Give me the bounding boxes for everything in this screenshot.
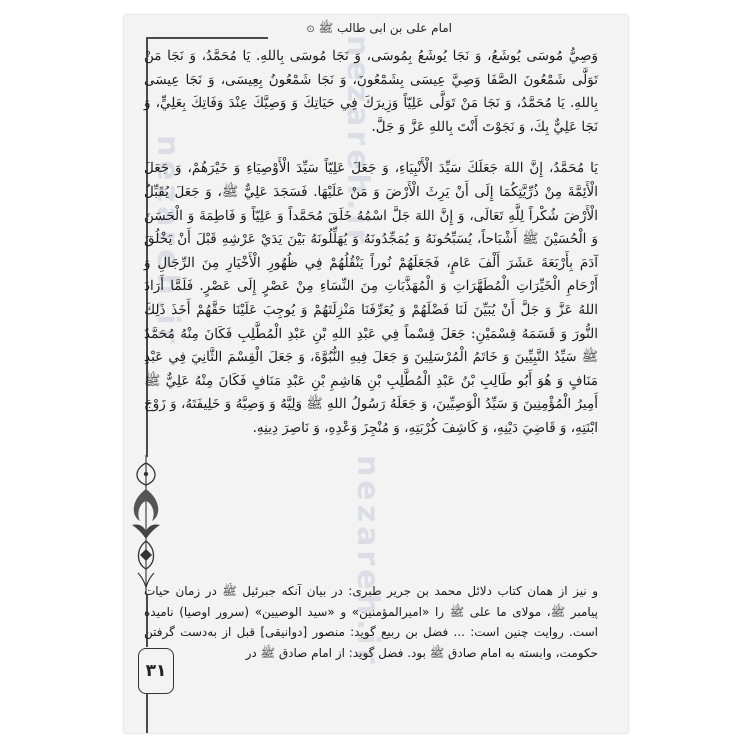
watermark-center: nezareh.ir [340,35,375,248]
watermark-right: nezareh.ir [350,455,385,668]
arabic-paragraph: وَصِيُّ مُوسَى يُوشَعُ، وَ نَجَا يُوشَعُ بِمُوسَى، وَ نَجَا مُوسَى بِاللهِ. يَا مُحَمَّدُ، وَ نَجَا مَنْ تَوَلَّى شَمْعُونَ الصَّفَا وَصِيَّ عِيسَى بِشَمْعُونَ، وَ نَجَا شَمْعُونُ بِعِيسَى، وَ نَجَا عِيسَى بِاللهِ. يَا مُحَمَّدُ، وَ نَجَا مَنْ تَوَلَّى عَلِيّاً وَزِيرَكَ فِي حَيَاتِكَ وَ وَصِيَّكَ عِنْدَ وَفَاتِكَ بِعَلِيٍّ، وَ نَجَا عَلِيٌّ بِكَ، وَ نَجَوْتَ أَنْتَ بِاللهِ عَزَّ وَ جَلَّ. [144,48,598,135]
page-number: ۳۱ [138,648,174,694]
watermark-left: nezareh.ir [150,135,185,348]
floral-ornament-icon [128,455,164,595]
header-ornament-icon: ⊙ [306,24,315,35]
running-header [300,21,452,38]
book-page [124,15,628,733]
arabic-hadith-text [144,45,598,459]
frame-top-rule [148,37,268,39]
arabic-paragraph: يَا مُحَمَّدُ، إِنَّ اللهَ جَعَلَكَ سَيِّدَ الْأَنْبِيَاءِ، وَ جَعَلَ عَلِيّاً سَيِّدَ الْأَوْصِيَاءِ وَ خَيْرَهُمْ، وَ جَعَلَ الْأَئِمَّةَ مِنْ ذُرِّيَّتِكُمَا إِلَى أَنْ يَرِثَ الْأَرْضَ وَ مَنْ عَلَيْهَا. فَسَجَدَ عَلِيٌّ ﷺ، وَ جَعَلَ يُقَبِّلُ الْأَرْضَ شُكْراً لِلَّهِ تَعَالَى، وَ إِنَّ اللهَ جَلَّ اسْمُهُ خَلَقَ مُحَمَّداً وَ عَلِيّاً وَ فَاطِمَةَ وَ الْحَسَنَ وَ الْحُسَيْنَ ﷺ أَشْبَاحاً، يُسَبِّحُونَهُ وَ يُمَجِّدُونَهُ وَ يُهَلِّلُونَهُ بَيْنَ يَدَيْ عَرْشِهِ قَبْلَ أَنْ يَخْلُقَ آدَمَ بِأَرْبَعَةَ عَشَرَ أَلْفَ عَامٍ، فَجَعَلَهُمْ نُوراً يَنْقُلُهُمْ فِي ظُهُورِ الْأَخْيَارِ مِنَ الرِّجَالِ وَ أَرْحَامِ الْخَيِّرَاتِ الْمُطَهَّرَاتِ وَ الْمُهَذَّبَاتِ مِنَ النِّسَاءِ مِنْ عَصْرٍ إِلَى عَصْرٍ. فَلَمَّا أَرَادَ اللهُ عَزَّ وَ جَلَّ أَنْ يُبَيِّنَ لَنَا فَضْلَهُمْ وَ يُعَرِّفَنَا مَنْزِلَتَهُمْ وَ يُوجِبَ عَلَيْنَا حَقَّهُمْ أَخَذَ ذَلِكَ النُّورَ وَ قَسَمَهُ قِسْمَيْنِ: جَعَلَ قِسْماً فِي عَبْدِ اللهِ بْنِ عَبْدِ الْمُطَّلِبِ فَكَانَ مِنْهُ مُحَمَّدٌ ﷺ سَيِّدُ النَّبِيِّينَ وَ خَاتَمُ الْمُرْسَلِينَ وَ جَعَلَ فِيهِ النُّبُوَّةَ، وَ جَعَلَ الْقِسْمَ الثَّانِيَ فِي عَبْدِ مَنَافٍ وَ هُوَ أَبُو طَالِبِ بْنُ عَبْدِ الْمُطَّلِبِ بْنِ هَاشِمِ بْنِ عَبْدِ مَنَافٍ فَكَانَ مِنْهُ عَلِيٌّ ﷺ أَمِيرُ الْمُؤْمِنِينَ وَ سَيِّدُ الْوَصِيِّينَ، وَ جَعَلَهُ رَسُولُ اللهِ ﷺ وَلِيَّهُ وَ وَصِيَّهُ وَ خَلِيفَتَهُ، وَ زَوْجَ ابْنَتِهِ، وَ قَاضِيَ دَيْنِهِ، وَ كَاشِفَ كُرْبَتِهِ، وَ مُنْجِزَ وَعْدِهِ، وَ نَاصِرَ دِينِهِ. [144,160,598,436]
frame-left-rule-bottom [146,693,148,733]
header-title: امام علی بن ابی طالب ﷺ [318,21,452,35]
persian-paragraph: و نیز از همان کتاب دلائل محمد بن جریر طبری: در بیان آنکه جبرئیل ﷺ در زمان حیات پیامبر ﷺ، مولای ما علی ﷺ را «امیرالمؤمنین» و «سید الوصیین» (سرور اوصیا) نامیده است. روایت چنین است: ... فضل بن ربیع گوید: منصور [دوانیقی] قبل از به‌دست گرفتن حکومت، وابسته به امام صادق ﷺ بود. فضل گوید: از امام صادق ﷺ در [144,584,598,660]
